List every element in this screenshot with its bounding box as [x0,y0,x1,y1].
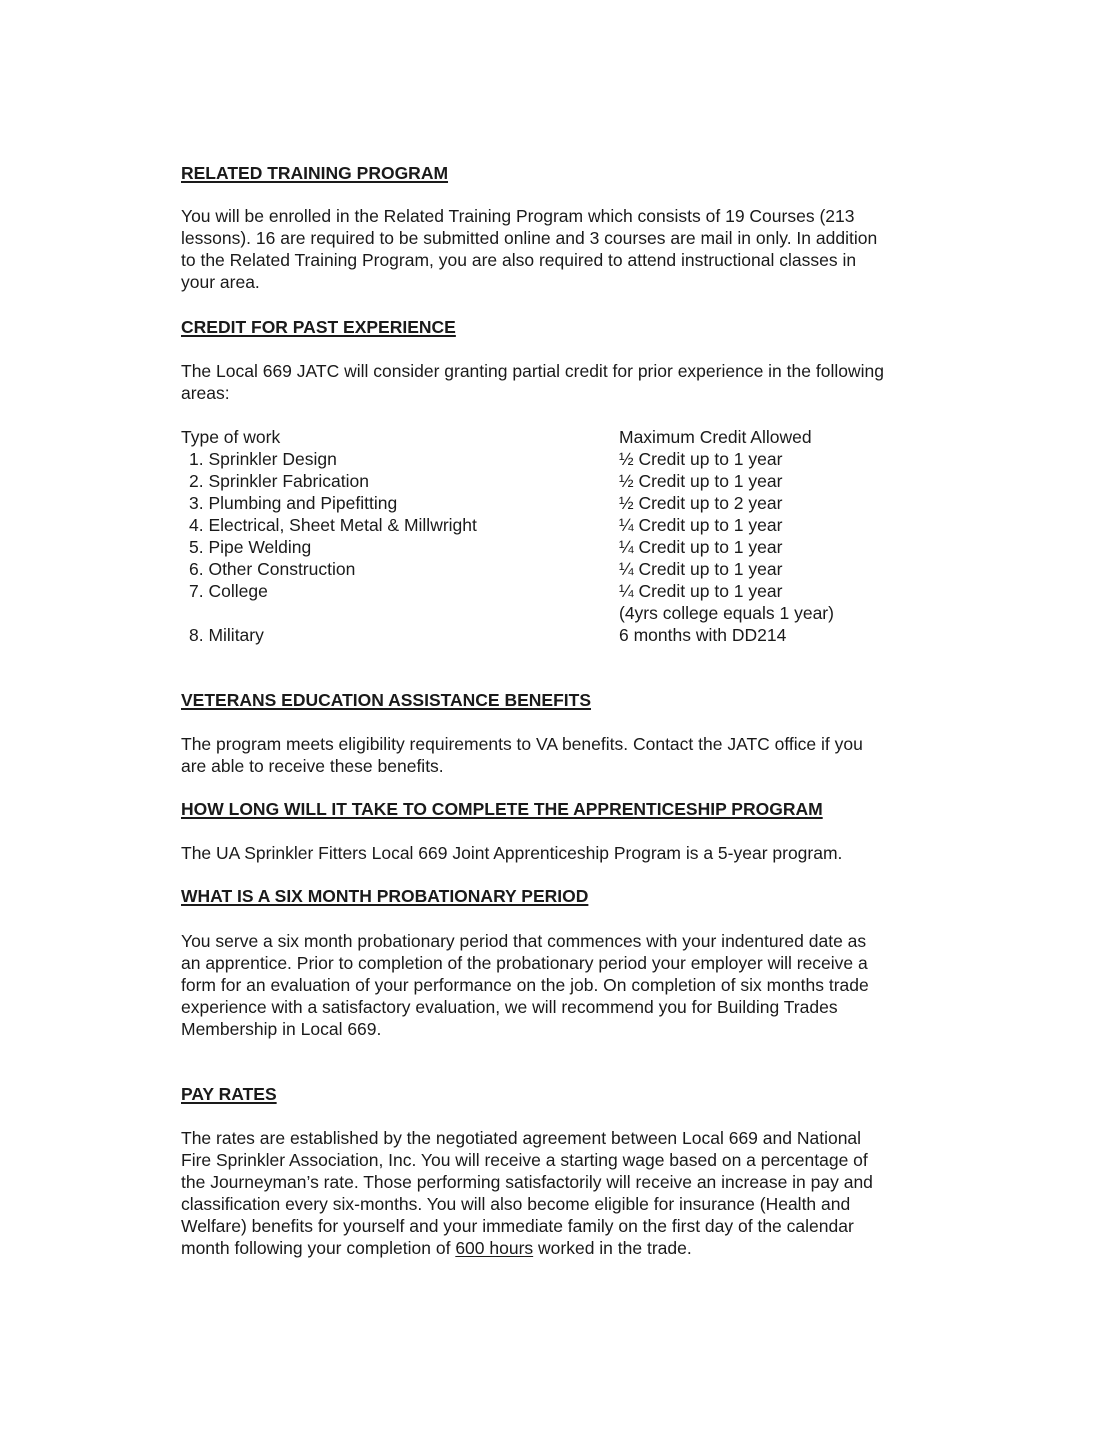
column-header-type: Type of work [181,427,281,447]
paragraph-veterans-benefits [181,733,971,777]
credit-type: 5. Pipe Welding [189,537,312,557]
credit-table [181,426,901,646]
credit-row [181,492,901,514]
text-line: You serve a six month probationary period that commences with your indentured date as [181,931,867,951]
credit-value: ¼ Credit up to 1 year [619,581,783,601]
paragraph-probationary-period [181,930,971,1040]
text-segment: worked in the trade. [533,1238,692,1258]
credit-type: 1. Sprinkler Design [189,449,337,469]
credit-value: ¼ Credit up to 1 year [619,515,783,535]
credit-table-header [181,426,901,448]
text-line: areas: [181,383,230,403]
text-line: Membership in Local 669. [181,1019,382,1039]
text-line: classification every six-months. You will also become eligible for insurance (Health and [181,1194,851,1214]
credit-row [181,536,901,558]
credit-type: 7. College [189,581,268,601]
text-line: form for an evaluation of your performance on the job. On completion of six months trade [181,975,869,995]
text-line: The rates are established by the negotiated agreement between Local 669 and National [181,1128,862,1148]
paragraph-related-training [181,205,971,293]
credit-value: ½ Credit up to 1 year [619,449,783,469]
credit-row [181,558,901,580]
heading-probationary-period: WHAT IS A SIX MONTH PROBATIONARY PERIOD [181,886,589,906]
text-line: your area. [181,272,260,292]
credit-value: ½ Credit up to 1 year [619,471,783,491]
paragraph-how-long [181,842,971,864]
credit-type: 6. Other Construction [189,559,356,579]
text-line: Fire Sprinkler Association, Inc. You will receive a starting wage based on a percentage of [181,1150,868,1170]
credit-value: ¼ Credit up to 1 year [619,559,783,579]
text-line: lessons). 16 are required to be submitted online and 3 courses are mail in only. In addition [181,228,878,248]
credit-value: ½ Credit up to 2 year [619,493,783,513]
paragraph-credit-past-experience [181,360,971,404]
text-line: The program meets eligibility requirements to VA benefits. Contact the JATC office if you [181,734,863,754]
text-line: are able to receive these benefits. [181,756,444,776]
column-header-credit: Maximum Credit Allowed [619,427,812,447]
text-line: The UA Sprinkler Fitters Local 669 Joint Apprenticeship Program is a 5-year program. [181,843,843,863]
credit-value: 6 months with DD214 [619,625,787,645]
credit-type: 8. Military [189,625,264,645]
text-line: You will be enrolled in the Related Training Program which consists of 19 Courses (213 [181,206,855,226]
credit-row [181,470,901,492]
credit-type: 4. Electrical, Sheet Metal & Millwright [189,515,477,535]
credit-row [181,514,901,536]
heading-pay-rates: PAY RATES [181,1084,277,1104]
text-segment: month following your completion of [181,1238,456,1258]
heading-credit-past-experience: CREDIT FOR PAST EXPERIENCE [181,317,456,337]
credit-row [181,624,901,646]
heading-veterans-benefits: VETERANS EDUCATION ASSISTANCE BENEFITS [181,690,591,710]
text-line: The Local 669 JATC will consider granting partial credit for prior experience in the following [181,361,884,381]
hours-emphasis: 600 hours [455,1238,534,1258]
credit-type: 2. Sprinkler Fabrication [189,471,369,491]
credit-value: ¼ Credit up to 1 year [619,537,783,557]
credit-value-group [619,580,834,624]
credit-note: (4yrs college equals 1 year) [619,603,834,623]
credit-type: 3. Plumbing and Pipefitting [189,493,398,513]
heading-how-long: HOW LONG WILL IT TAKE TO COMPLETE THE APPRENTICESHIP PROGRAM [181,799,823,819]
text-line: to the Related Training Program, you are also required to attend instructional classes in [181,250,857,270]
text-line: an apprentice. Prior to completion of the probationary period your employer will receive a [181,953,868,973]
text-line [181,1237,971,1259]
text-line: Welfare) benefits for yourself and your immediate family on the first day of the calendar [181,1216,854,1236]
credit-row [181,580,901,624]
heading-related-training: RELATED TRAINING PROGRAM [181,163,449,183]
paragraph-pay-rates [181,1127,971,1259]
text-line: experience with a satisfactory evaluation, we will recommend you for Building Trades [181,997,838,1017]
credit-row [181,448,901,470]
text-line: the Journeyman’s rate. Those performing satisfactorily will receive an increase in pay and [181,1172,873,1192]
